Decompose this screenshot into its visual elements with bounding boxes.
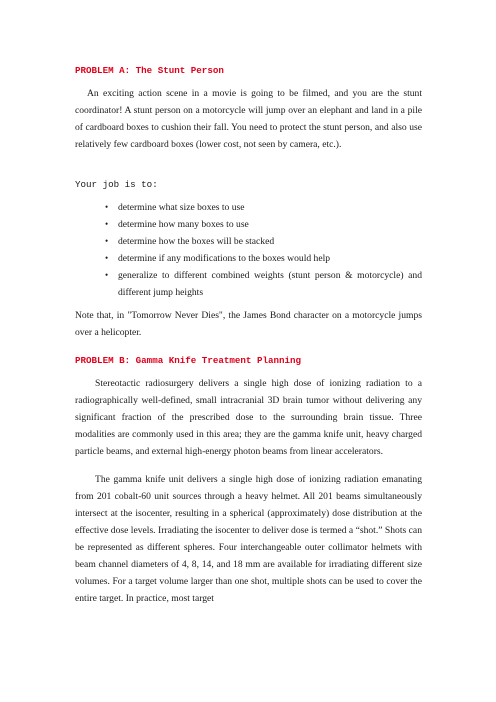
problem-a-intro: An exciting action scene in a movie is going to be filmed, and you are the stunt coordinator! A stunt person on a motorcycle will jump over an elephant and land in a pile of cardboard boxes to cushion their fall. You need to protect the stunt person, and also use relatively few cardboard boxes (lower cost, not seen by camera, etc.).: [75, 88, 422, 150]
problem-a-note: Note that, in "Tomorrow Never Dies", the James Bond character on a motorcycle jumps over a helicopter.: [75, 310, 422, 338]
task-heading: Your job is to:: [75, 179, 158, 190]
problem-a-title: PROBLEM A: The Stunt Person: [75, 65, 224, 76]
problem-b-title: PROBLEM B: Gamma Knife Treatment Planning: [75, 355, 302, 366]
task-list: [75, 199, 422, 301]
document-body: [75, 62, 422, 607]
list-item: • determine how many boxes to use: [118, 216, 422, 233]
problem-b-paragraph-2: The gamma knife unit delivers a single high dose of ionizing radiation emanating from 201 cobalt-60 unit sources through a heavy helmet. All 201 beams simultaneously intersect at the isocenter, resulting in a spherical (approximately) dose distribution at the effective dose levels. Irradiating the isocenter to deliver dose is termed a “shot.” Shots can be represented as different spheres. Four interchangeable outer collimator helmets with beam channel diameters of 4, 8, 14, and 18 mm are available for irradiating different size volumes. For a target volume larger than one shot, multiple shots can be used to cover the entire target. In practice, most target: [75, 474, 422, 604]
list-item: • determine what size boxes to use: [118, 199, 422, 216]
problem-b-paragraph-1: Stereotactic radiosurgery delivers a single high dose of ionizing radiation to a radiographically well-defined, small intracranial 3D brain tumor without delivering any significant fraction of the prescribed dose to the surrounding brain tissue. Three modalities are commonly used in this area; they are the gamma knife unit, heavy charged particle beams, and external high-energy photon beams from linear accelerators.: [75, 378, 422, 457]
list-item: • determine how the boxes will be stacked: [118, 233, 422, 250]
list-item: • generalize to different combined weights (stunt person & motorcycle) and different jump heights: [118, 267, 422, 301]
list-item: • determine if any modifications to the boxes would help: [118, 250, 422, 267]
